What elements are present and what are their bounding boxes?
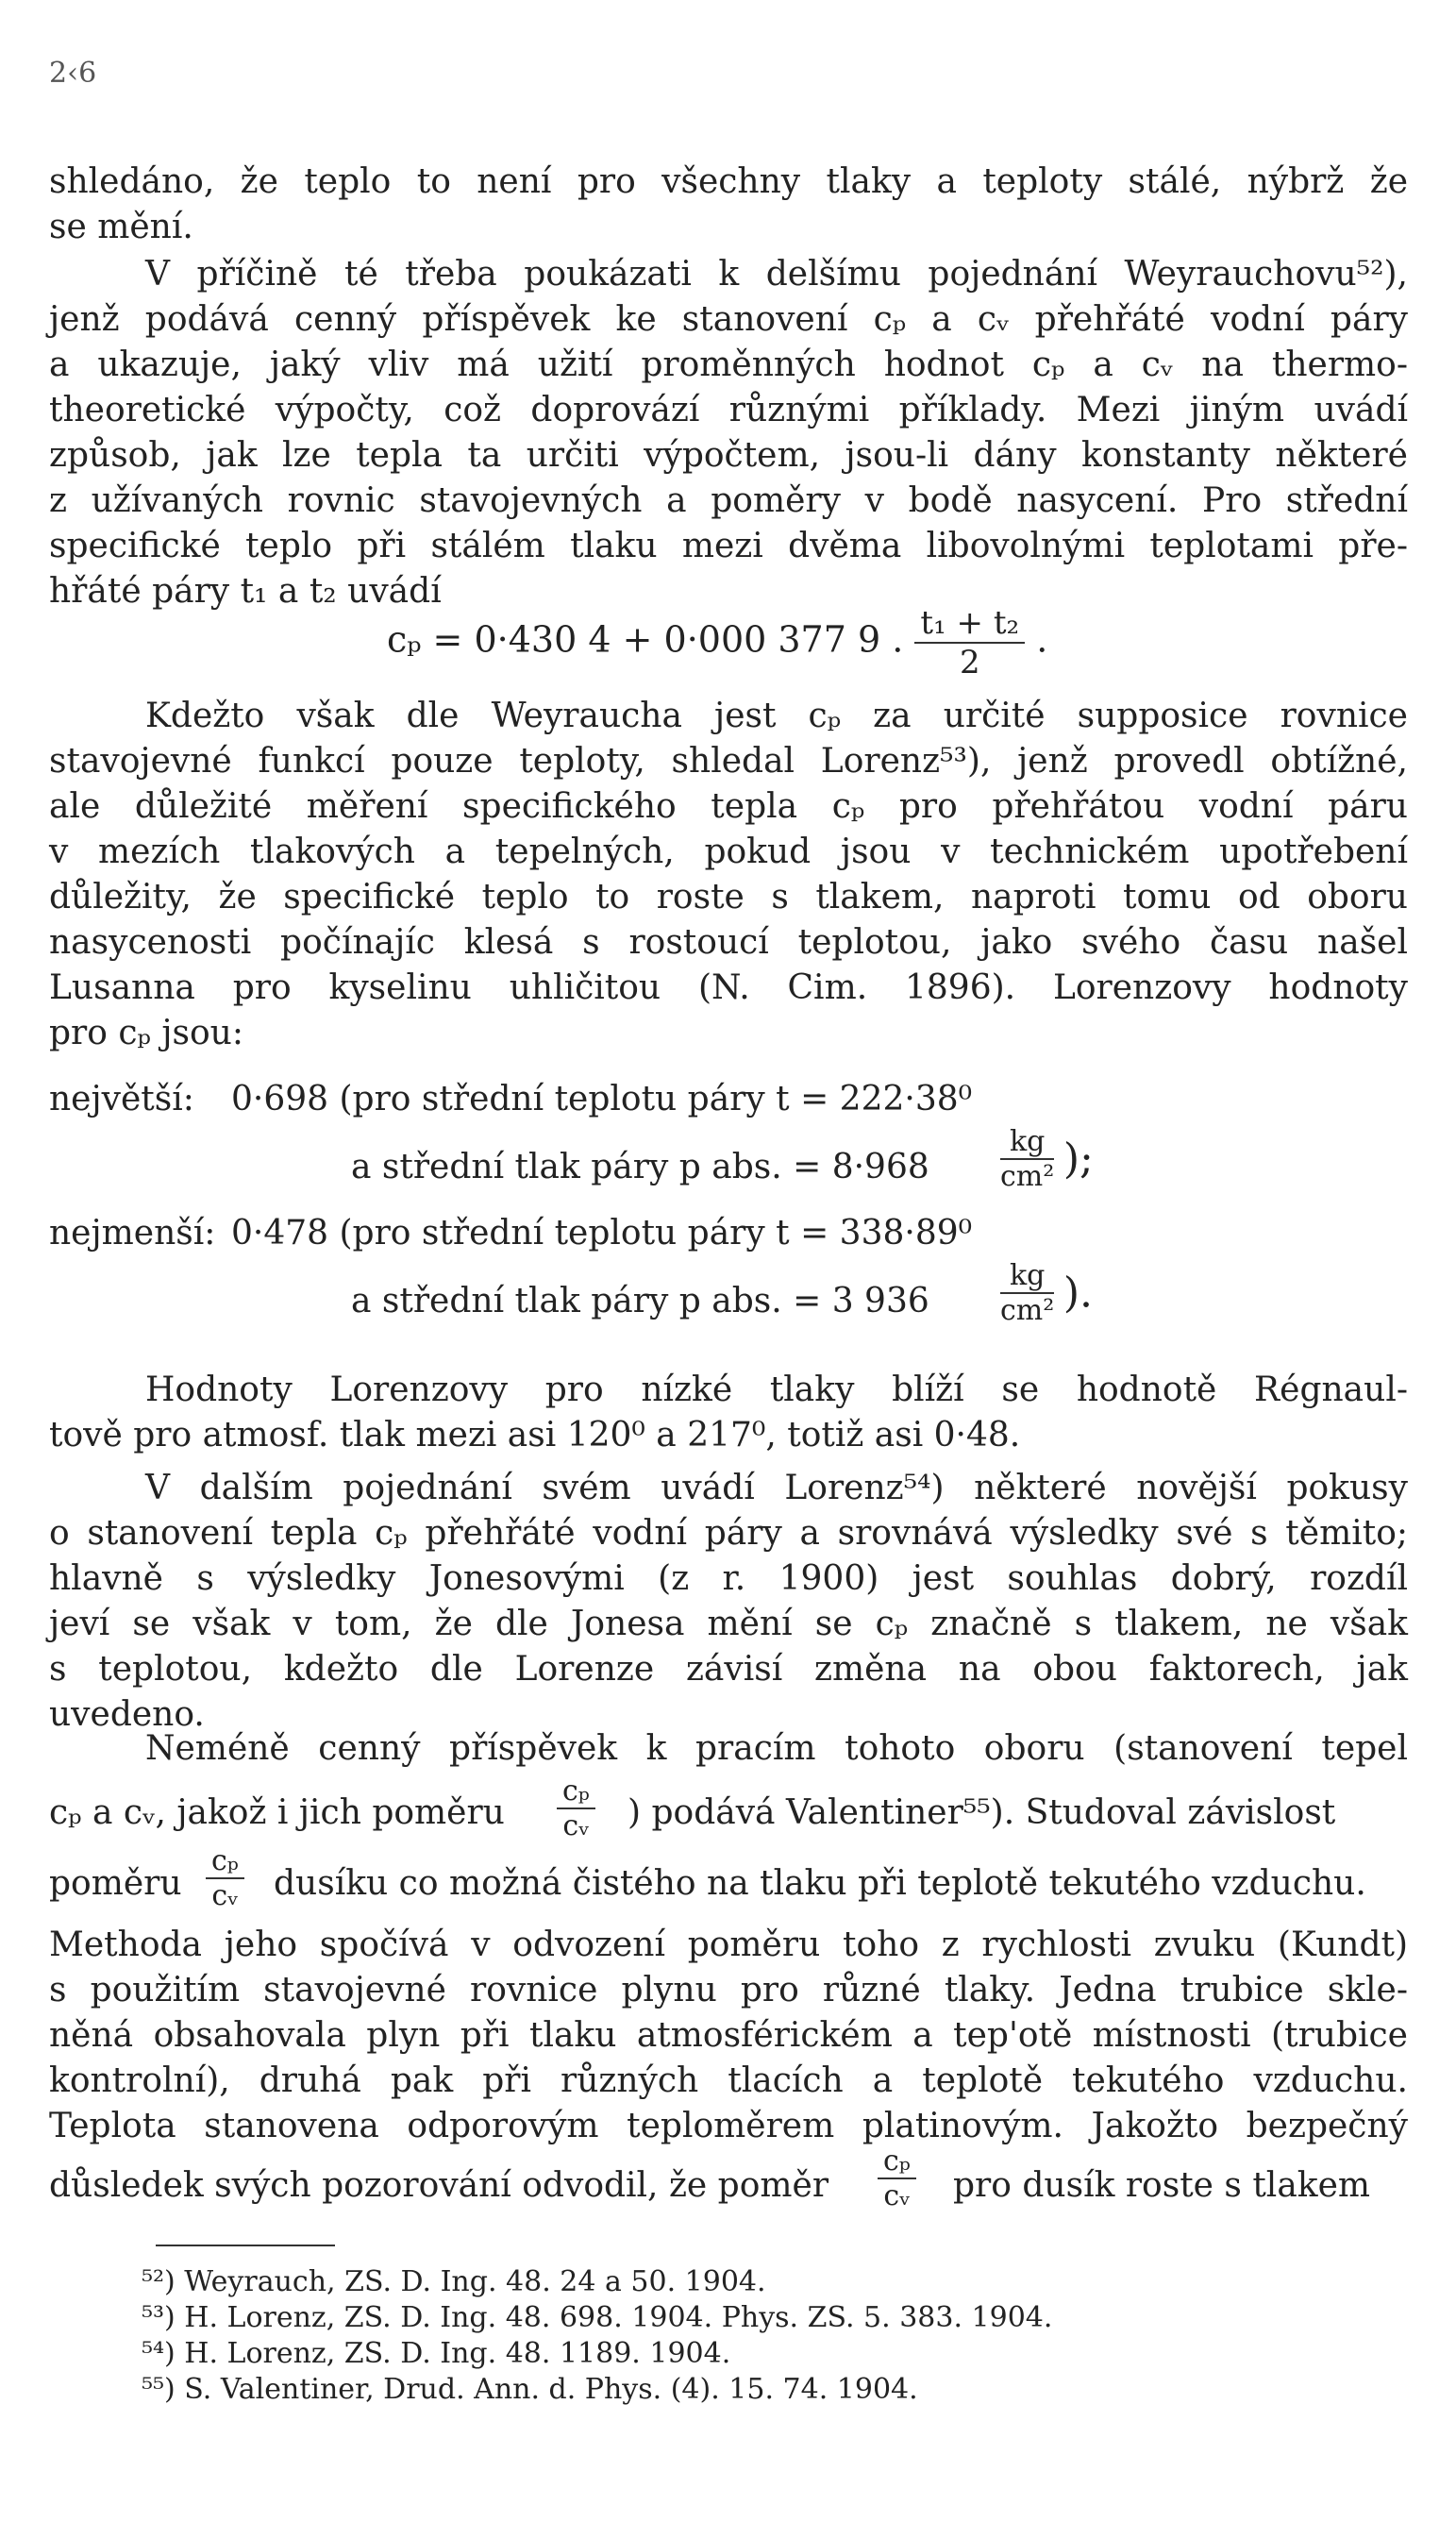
ratio-denominator: cᵥ (883, 2179, 911, 2212)
text-line: ) podává Valentiner⁵⁵). Studoval závislost (628, 1793, 1336, 1832)
text-line: nasycenosti počínajíc klesá s rostoucí teplotou, jako svého času našel (49, 923, 1408, 962)
footnote: ⁵³) H. Lorenz, ZS. D. Ing. 48. 698. 1904. Phys. ZS. 5. 383. 1904. (142, 2301, 1053, 2334)
text-line: ale důležité měření specifického tepla cₚ pro přehřátou vodní páru (49, 787, 1408, 826)
text-line: a ukazuje, jaký vliv má užití proměnných hodnot cₚ a cᵥ na thermo- (49, 345, 1408, 384)
text-line: v mezích tlakových a tepelných, pokud jsou v technickém upotřebení (49, 832, 1408, 871)
text-line: stavojevné funkcí pouze teploty, shledal Lorenz⁵³), jenž provedl obtížné, (49, 742, 1408, 781)
ratio-denominator: cᵥ (211, 1879, 239, 1912)
min-label: nejmenší: (49, 1214, 216, 1253)
text-line: Lusanna pro kyselinu uhličitou (N. Cim. 1896). Lorenzovy hodnoty (49, 968, 1408, 1007)
text-line: shledáno, že teplo to není pro všechny tlaky a teploty stálé, nýbrž že (49, 162, 1408, 201)
text-line: Methoda jeho spočívá v odvození poměru toho z rychlosti zvuku (Kundt) (49, 1925, 1408, 1964)
unit-denominator: cm² (1000, 1160, 1055, 1193)
unit-fraction-2 (1000, 1259, 1093, 1327)
text-line: hřáté páry t₁ a t₂ uvádí (49, 572, 442, 611)
ratio-denominator: cᵥ (562, 1809, 590, 1842)
ratio-numerator: cₚ (557, 1774, 595, 1809)
text-line: Teplota stanovena odporovým teploměrem platinovým. Jakožto bezpečný (49, 2107, 1408, 2145)
text-line: uvedeno. (49, 1695, 205, 1734)
text-line: něná obsahovala plyn při tlaku atmosférickém a tep'otě místnosti (trubice (49, 2016, 1408, 2055)
text-line: Kdežto však dle Weyraucha jest cₚ za určité supposice rovnice (145, 697, 1408, 735)
text-line: jeví se však v tom, že dle Jonesa mění se cₚ značně s tlakem, ne však (49, 1605, 1408, 1643)
text-line: o stanovení tepla cₚ přehřáté vodní páry a srovnává výsledky své s těmito; (49, 1514, 1408, 1553)
footnote-divider (156, 2245, 335, 2246)
text-line: jenž podává cenný příspěvek ke stanovení cₚ a cᵥ přehřáté vodní páry (49, 300, 1408, 339)
text-line: V dalším pojednání svém uvádí Lorenz⁵⁴) některé novější pokusy (145, 1469, 1408, 1507)
text-line: poměru (49, 1864, 182, 1903)
text-line: způsob, jak lze tepla ta určiti výpočtem, jsou-li dány konstanty některé (49, 436, 1408, 475)
max-pressure-line: a střední tlak páry p abs. = 8·968 (351, 1148, 929, 1186)
footnote: ⁵²) Weyrauch, ZS. D. Ing. 48. 24 a 50. 1904. (142, 2265, 766, 2298)
text-line: z užívaných rovnic stavojevných a poměry v bodě nasycení. Pro střední (49, 481, 1408, 520)
ratio-fraction-1 (557, 1774, 595, 1842)
footnote: ⁵⁴) H. Lorenz, ZS. D. Ing. 48. 1189. 1904. (142, 2337, 731, 2370)
formula-denominator: 2 (959, 644, 980, 681)
text-line: s teplotou, kdežto dle Lorenze závisí změna na obou faktorech, jak (49, 1650, 1408, 1689)
formula-period: . (1036, 618, 1048, 661)
max-label: největší: (49, 1080, 194, 1118)
unit-fraction-1 (1000, 1125, 1094, 1193)
text-line: specifické teplo při stálém tlaku mezi dvěma libovolnými teplotami pře- (49, 527, 1408, 565)
unit-numerator: kg (1000, 1259, 1054, 1294)
text-line: dusíku co možná čistého na tlaku při teplotě tekutého vzduchu. (274, 1864, 1366, 1903)
min-pressure-line: a střední tlak páry p abs. = 3 936 (351, 1282, 929, 1320)
unit-numerator: kg (1000, 1125, 1054, 1160)
ratio-numerator: cₚ (206, 1844, 244, 1879)
text-line: theoretické výpočty, což doprovází různými příklady. Mezi jiným uvádí (49, 391, 1408, 429)
text-line: kontrolní), druhá pak při různých tlacích a teplotě tekutého vzduchu. (49, 2061, 1408, 2100)
text-line: důležity, že specifické teplo to roste s tlakem, naproti tomu od oboru (49, 878, 1408, 916)
ratio-numerator: cₚ (878, 2144, 916, 2179)
ratio-fraction-2 (206, 1844, 244, 1912)
footnote: ⁵⁵) S. Valentiner, Drud. Ann. d. Phys. (4). 15. 74. 1904. (142, 2373, 918, 2406)
text-line: pro cₚ jsou: (49, 1014, 243, 1052)
closing-paren: ). (1063, 1269, 1093, 1318)
unit-denominator: cm² (1000, 1294, 1055, 1327)
formula-numerator: t₁ + t₂ (914, 604, 1025, 644)
text-line: cₚ a cᵥ, jakož i jich poměru (49, 1793, 505, 1832)
text-line: důsledek svých pozorování odvodil, že poměr (49, 2166, 829, 2205)
text-line: V příčině té třeba poukázati k delšímu pojednání Weyrauchovu⁵²), (145, 255, 1408, 294)
formula-fraction (914, 604, 1025, 681)
text-line: s použitím stavojevné rovnice plynu pro různé tlaky. Jedna trubice skle- (49, 1971, 1408, 2009)
formula-lhs: cₚ = 0·430 4 + 0·000 377 9 . (387, 618, 904, 661)
closing-paren: ); (1063, 1135, 1094, 1184)
text-line: hlavně s výsledky Jonesovými (z r. 1900) jest souhlas dobrý, rozdíl (49, 1559, 1408, 1598)
specific-heat-formula (387, 604, 1047, 681)
text-line: tově pro atmosf. tlak mezi asi 120⁰ a 217⁰, totiž asi 0·48. (49, 1416, 1021, 1454)
text-line: pro dusík roste s tlakem (953, 2166, 1371, 2205)
min-value-line: 0·478 (pro střední teplotu páry t = 338·89⁰ (231, 1214, 973, 1253)
text-line: Neméně cenný příspěvek k pracím tohoto oboru (stanovení tepel (145, 1729, 1408, 1768)
text-line: se mění. (49, 208, 193, 246)
ratio-fraction-3 (878, 2144, 916, 2212)
text-line: Hodnoty Lorenzovy pro nízké tlaky blíží se hodnotě Régnaul- (145, 1370, 1408, 1409)
max-value-line: 0·698 (pro střední teplotu páry t = 222·38⁰ (231, 1080, 973, 1118)
page-number: 2‹6 (49, 57, 97, 90)
